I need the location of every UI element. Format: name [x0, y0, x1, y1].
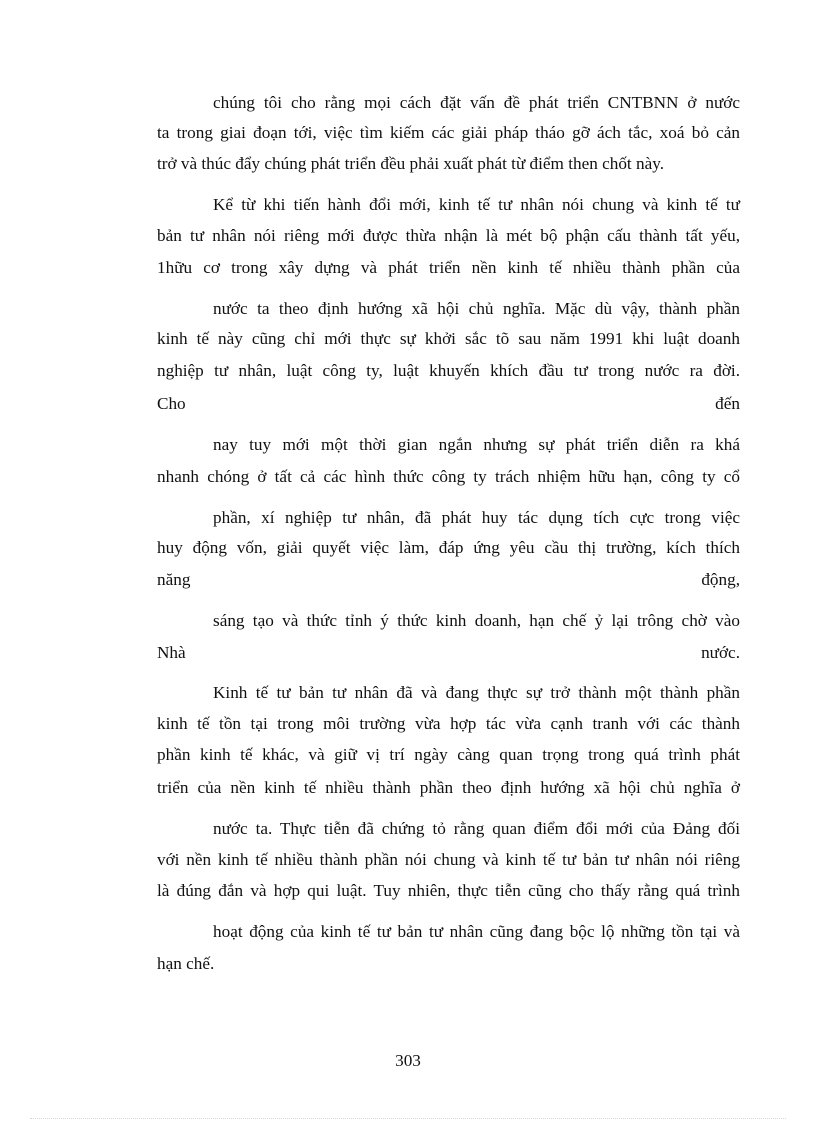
text-line: nước ta theo định hướng xã hội chủ nghĩa. Mặc dù vậy, thành phần — [213, 299, 740, 318]
text-line: nay tuy mới một thời gian ngắn nhưng sự phát triển diễn ra khá — [213, 435, 740, 454]
text-line: nghiệp tư nhân, luật công ty, luật khuyến khích đầu tư trong nước ra đời. — [157, 361, 740, 380]
text-line: huy động vốn, giải quyết việc làm, đáp ứng yêu cầu thị trường, kích thích — [157, 538, 740, 557]
text-line: sáng tạo và thức tỉnh ý thức kinh doanh, hạn chế ỷ lại trông chờ vào — [213, 611, 740, 630]
text-line: hạn chế. — [157, 954, 215, 973]
page-number: 303 — [395, 1051, 421, 1070]
text-line: kinh tế này cũng chỉ mới thực sự khởi sắc tõ sau năm 1991 khi luật doanh — [157, 329, 740, 348]
text-line: 1hữu cơ trong xây dựng và phát triển nền kinh tế nhiều thành phần của — [157, 258, 740, 277]
text-line: động, — [701, 570, 740, 589]
text-line: hoạt động của kinh tế tư bản tư nhân cũng đang bộc lộ những tồn tại và — [213, 922, 740, 941]
text-line: Kinh tế tư bản tư nhân đã và đang thực sự trở thành một thành phần — [213, 683, 740, 702]
text-line: phần, xí nghiệp tư nhân, đã phát huy tác dụng tích cực trong việc — [213, 508, 740, 527]
text-line: bản tư nhân nói riêng mới được thừa nhận là mét bộ phận cấu thành tất yếu, — [157, 226, 740, 245]
text-line: nhanh chóng ở tất cả các hình thức công ty trách nhiệm hữu hạn, công ty cổ — [157, 467, 740, 486]
text-line: nước ta. Thực tiễn đã chứng tỏ rằng quan điểm đổi mới của Đảng đối — [213, 819, 740, 838]
text-line: kinh tế tồn tại trong môi trường vừa hợp tác vừa cạnh tranh với các thành — [157, 714, 740, 733]
text-line: là đúng đắn và hợp qui luật. Tuy nhiên, thực tiễn cũng cho thấy rằng quá trình — [157, 881, 740, 900]
text-line: phần kinh tế khác, và giữ vị trí ngày càng quan trọng trong quá trình phát — [157, 745, 740, 764]
text-line: Cho — [157, 394, 186, 413]
text-line: Nhà — [157, 643, 186, 662]
text-line: đến — [715, 394, 740, 413]
text-line: triển của nền kinh tế nhiều thành phần theo định hướng xã hội chủ nghĩa ở — [157, 778, 740, 797]
text-line: chúng tôi cho rằng mọi cách đặt vấn đề phát triển CNTBNN ở nước — [213, 93, 740, 112]
text-line: trở và thúc đẩy chúng phát triển đều phải xuất phát từ điểm then chốt này. — [157, 154, 664, 173]
footer-divider — [30, 1118, 786, 1119]
text-line: nước. — [701, 643, 740, 662]
text-line: ta trong giai đoạn tới, việc tìm kiếm các giải pháp tháo gỡ ách tắc, xoá bỏ cản — [157, 123, 740, 142]
text-line: năng — [157, 570, 191, 589]
text-line: với nền kinh tế nhiều thành phần nói chung và kinh tế tư bản tư nhân nói riêng — [157, 850, 740, 869]
text-line: Kể từ khi tiến hành đổi mới, kinh tế tư nhân nói chung và kinh tế tư — [213, 195, 740, 214]
